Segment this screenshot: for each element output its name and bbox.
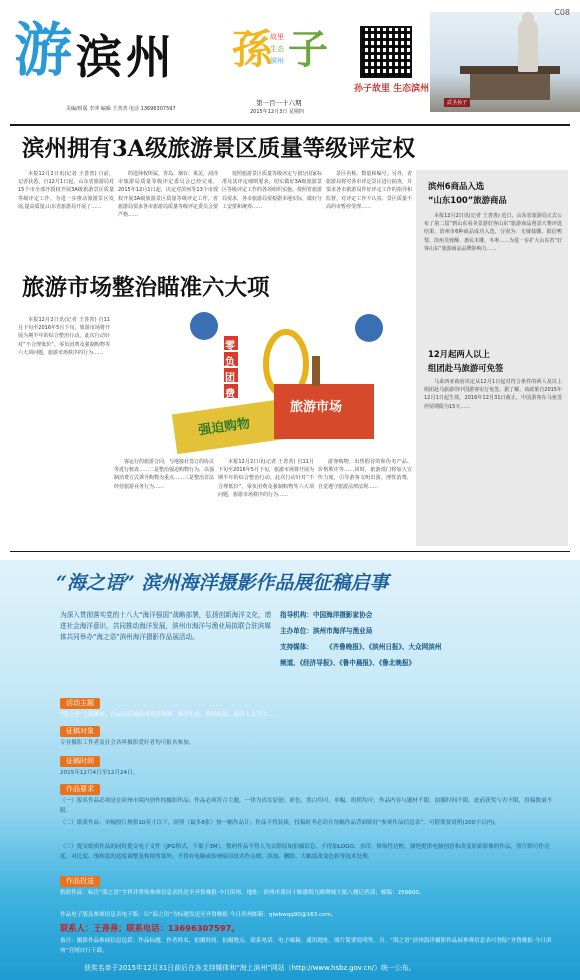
page-code: C08 bbox=[554, 8, 570, 17]
article2-illustration bbox=[114, 306, 414, 456]
masthead bbox=[0, 0, 580, 128]
sidebar-headline1: 滨州6商品入选 bbox=[428, 181, 485, 191]
article2-col1-text: 本报12月2日讯(记者 王善善) 自11月下旬至2016年5月下旬，旅游市场将开展为期半年的综合整治行动。此次行动针对“不合理低价”、零负团费及强制购物等六大项问题，旅游市场秩序的行为…… bbox=[18, 317, 110, 356]
poster-title: “海之语” 滨州海洋摄影作品展征稿启事 bbox=[56, 572, 389, 594]
poster-media-2: 频道、《经济导报》、《鲁中晨报》、《鲁北晚报》 bbox=[280, 659, 416, 667]
section-audience-label: 征稿对象 bbox=[60, 726, 100, 737]
statue-caption: 武圣孙子 bbox=[444, 98, 470, 107]
section-requirements-text-1: （一）报名作品必须是在滨州市境内创作的摄影作品；作品必须符合主题，一律为真实原创；彩色、黑白均可，单幅、组照均可；作品内容与题材不限，拍摄时间不限，此前获奖与否不限，投稿数量不限。 bbox=[60, 798, 553, 814]
poster-media-label: 支持媒体： bbox=[280, 643, 313, 651]
logo-char-2: 子 bbox=[288, 27, 328, 73]
poster-guide: 指导机构：中国海洋摄影家协会 bbox=[280, 611, 373, 619]
article2-col4 bbox=[318, 458, 412, 546]
illustration-sign-3: 团 bbox=[225, 373, 235, 384]
article2-col4-text: 游客购物，出售假冒的和伪劣产品、价格欺诈等……同时，旅游部门将加大宣传力度，引导游客文明出游、理性消费，自觉遵守旅游法律法规…… bbox=[318, 459, 412, 490]
sidebar-body1-text: 本报12月2日讯(记者 王善善) 近日，山东省旅游局正式公布了第二届“到山东看美景游好客山东”旅游商品创意大赛评选结果，滨州市6种商品成功入选，分别为：无棣盐雕、阳信鸭梨、滨州芙蓉酥、惠民木雕、冬枣……为进一步扩大山东省“好客山东”旅游商品品牌影响力…… bbox=[424, 213, 562, 252]
qr-code bbox=[360, 26, 412, 78]
illustration-sign: 旅游市场 bbox=[290, 400, 343, 415]
article1-headline: 滨州拥有3A级旅游景区质量等级评定权 bbox=[22, 136, 416, 162]
illustration-sign-4: 费 bbox=[225, 389, 235, 400]
poster-footer: 获奖名单于2015年12月31日前后在各支持媒体和“海上滨州”网站（http://www.hsbz.gov.cn/）统一公布。 bbox=[84, 964, 416, 972]
statue-image bbox=[430, 12, 580, 112]
article1-col3-text: 按照旅游景区质量等级评定与划分国家标准及其评定细则要求，切实做好3A级旅游景区等级评定工作的各项组织实施。按照省旅游局要求，各市旅游局要根据本地实际，做好分工安排和统筹…… bbox=[222, 171, 322, 210]
article2-col3-text: 本报12月2日讯(记者 王善善) 自11月下旬至2016年5月下旬，旅游市场将开展为期半年的综合整治行动。此次行动针对“不合理低价”、零负团费及强制购物等六大项问题，旅游市场秩序的行为…… bbox=[218, 459, 314, 498]
masthead-title: 滨州 bbox=[76, 30, 176, 84]
article2-col2-text: 客运行的旅游合同，与地接社签订的协议等进行核查……二是整治强迫购物行为，以强制消费方式诱导购物为重点……三是整治非法经营旅游业务行为…… bbox=[114, 459, 214, 490]
editors-line: 美编/组版 李冲 编辑 王善善 电话 13696307597 bbox=[66, 106, 176, 112]
logo-sub-2: 生态 bbox=[270, 45, 284, 53]
contact-line: 联系人：王善善；联系电话：13696307597。 bbox=[60, 923, 240, 933]
article1-col2 bbox=[118, 170, 218, 270]
section-time-label: 征稿时间 bbox=[60, 756, 100, 767]
illustration-sign-1: 零 bbox=[225, 341, 235, 352]
divider bbox=[10, 551, 570, 552]
illustration-banner: 强迫购物 bbox=[197, 416, 252, 439]
article1-col2-text: 的选择权所属，青岛、烟台、莱芜，菏泽市旅游局质量等级评定委员会已经完成，2015年12月1日起，决定对滨州等13个市授权开展3A级旅游景区质量等级评定工作。省旅游局要求各市旅游局质量等级评定委员会要严格…… bbox=[118, 171, 218, 219]
sidebar-headline2b: 组团赴马旅游可免签 bbox=[428, 363, 504, 373]
poster-media-1: 《齐鲁晚报》、《滨州日报》、大众网滨州 bbox=[326, 643, 442, 651]
article2-col2 bbox=[114, 458, 214, 546]
brand-logo bbox=[232, 26, 326, 82]
article1-col1-text: 本报12月2日讯(记者 王善善) 日前，记者获悉，自12月1日起，山东省旅游局对15个市全部开授权开展3A级旅游景区质量等级评定工作。为进一步推动旅游景区发展,提高质量,山东省旅游局开展了…… bbox=[18, 171, 114, 210]
sidebar-body1 bbox=[424, 212, 562, 324]
sidebar-headline2: 12月起两人以上 bbox=[428, 349, 490, 359]
sidebar-headline1b: “山东100”旅游商品 bbox=[428, 195, 507, 205]
poster-intro: 为深入贯彻落实党的十八大“海洋强国”战略部署，弘扬创新海洋文化，增进社会海洋意识，共同推动海洋发展，滨州市海洋与渔业局拟联合驻滨媒体共同举办“海之语”滨州海洋摄影作品展活动。 bbox=[60, 611, 272, 641]
article2-col1 bbox=[18, 316, 110, 546]
logo-sub-3: 滨州 bbox=[270, 57, 284, 65]
poster-host: 主办单位：滨州市海洋与渔业局 bbox=[280, 627, 373, 635]
article1-col1 bbox=[18, 170, 114, 270]
section-time-text: 2015年12月4日至12月24日。 bbox=[60, 770, 139, 776]
section-submit-label: 作品投送 bbox=[60, 876, 100, 887]
section-requirements-text-2: （二）纸质作品：单幅照片规格10英寸以下，组照（最多8张）按一幅作品计；作品不得装裱。投稿时务必请在每幅作品背面贴好“参赛作品信息表”，可附简要说明(200字以内)。 bbox=[60, 820, 500, 826]
poster-note: 备注：摄影作品参展信息包括：作品标题、作者姓名、拍摄时间、拍摄地点、联系电话、电子邮箱、通讯地址、图片简要说明等。另，“海之语”滨州海洋摄影作品展参赛信息表可登陆“齐鲁晚报·今日滨州”官网自行下载。 bbox=[60, 938, 552, 954]
sidebar bbox=[416, 170, 568, 546]
section-theme-text: “海之语”主题摄影，作品以反映滨州海洋资源、海洋生态、海洋经济、海洋人文为主…… bbox=[60, 712, 279, 718]
article2-headline: 旅游市场整治瞄准六大项 bbox=[22, 275, 270, 301]
masthead-title-char: 游 bbox=[14, 16, 73, 84]
sidebar-body2-text: 马来西亚政府决定从12月1日起对符合条件的两人及以上组团赴马旅游的中国游客实行免签。据了解，该政策自2015年12月1日起生效，2016年12月31日截止，中国游客在马免签停留期限为15天…… bbox=[424, 379, 562, 410]
section-requirements-label: 作品要求 bbox=[60, 784, 100, 795]
divider bbox=[10, 124, 570, 126]
sidebar-body2 bbox=[424, 378, 562, 538]
poster bbox=[0, 560, 580, 980]
section-submit-text-2: 作品电子版及参赛信息表电子版：以“海之语”为标题发送至齐鲁晚报·今日滨州邮箱：qlwbwqq90@163.com。 bbox=[60, 912, 337, 918]
logo-sub-1: 故里 bbox=[270, 33, 284, 41]
article2-col3 bbox=[218, 458, 314, 546]
section-audience-text: 专业摄影工作者及社会各界摄影爱好者均可报名参加。 bbox=[60, 740, 195, 746]
section-theme-label: 活动主题 bbox=[60, 698, 100, 709]
article1-col3 bbox=[222, 170, 322, 270]
logo-char-1: 孫 bbox=[232, 27, 272, 73]
article1-col4 bbox=[326, 170, 412, 270]
section-submit-text-1: 纸质作品：标注“海之语”字样并将贴参赛信息表投送至齐鲁晚报·今日滨州。地址：滨州市黄河十路渤海九路绸城大厦八楼记者部；邮编：256600。 bbox=[60, 890, 425, 896]
article1-col4-text: 景区名称、数量和编号。另外，省旅游局将对各市评定景区进行抽查，并要求各市旅游局作好评定工作的指导和监督，对评定工作不认真、景区质量不高的市暂停受理…… bbox=[326, 171, 412, 210]
issue-number: 第一百一十六期 bbox=[256, 99, 302, 107]
illustration-sign-2: 负 bbox=[225, 357, 235, 368]
section-requirements-text-3: （三）提交纸质作品的同时提交电子文件（JPG格式，不低于3M）。数码作品不得人为去除原始拍摄信息，不得加LOGO、水印、修饰性边框。谢绝提供电脑创意和改变原始影像的作品，照片除可作亮度、对比度、饱和度的适度调整及构图剪裁外，不得有电脑或传统暗房技术作点缀、添加、删除、大幅度改变色彩等技术处理。 bbox=[60, 844, 550, 860]
issue-date: 2015年12月3日 星期四 bbox=[250, 109, 304, 115]
slogan: 孙子故里 生态滨州 bbox=[354, 84, 430, 94]
